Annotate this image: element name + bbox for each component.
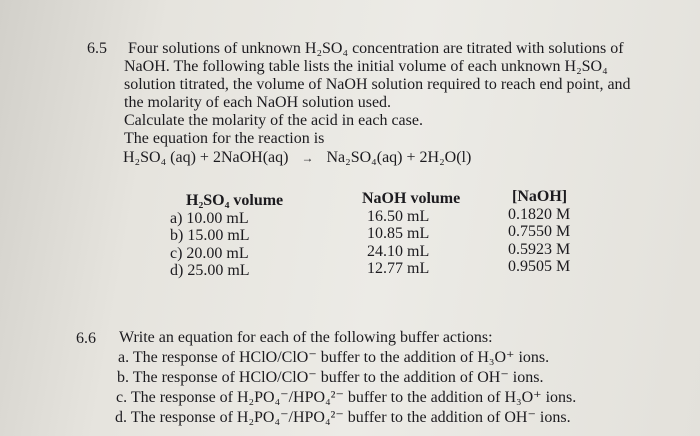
- table-cell: 16.50 mL: [367, 207, 430, 225]
- table-cell: 0.9505 M: [508, 258, 571, 275]
- table-cell: c) 20.00 mL: [170, 244, 249, 262]
- problem-number-6-5: 6.5: [87, 40, 107, 57]
- buffer-item-b: b. The response of HClO/ClO⁻ buffer to the addition of OH⁻ ions.: [117, 369, 544, 386]
- problem-6-5-line-3: solution titrated, the volume of NaOH solution required to reach end point, and: [124, 76, 631, 93]
- equation-reactants: H₂SO₄ (aq) + 2NaOH(aq): [123, 149, 289, 166]
- buffer-item-d: d. The response of H₂PO₄⁻/HPO₄²⁻ buffer to the addition of OH⁻ ions.: [115, 409, 571, 426]
- buffer-item-c: c. The response of H₂PO₄⁻/HPO₄²⁻ buffer to the addition of H₃O⁺ ions.: [116, 389, 577, 406]
- table-cell: 0.1820 M: [508, 205, 571, 223]
- table-cell: 0.5923 M: [508, 240, 571, 258]
- problem-6-5-line-1: Four solutions of unknown H₂SO₄ concentration are titrated with solutions of: [128, 40, 624, 57]
- reaction-equation: [123, 149, 471, 167]
- table-cell: 12.77 mL: [367, 260, 430, 277]
- table-cell: b) 15.00 mL: [170, 227, 250, 244]
- buffer-item-a: a. The response of HClO/ClO⁻ buffer to the addition of H₃O⁺ ions.: [118, 349, 550, 366]
- problem-6-5-line-4: the molarity of each NaOH solution used.: [124, 94, 392, 111]
- table-column-naoh-molarity: [508, 188, 570, 276]
- table-cell: 10.85 mL: [367, 225, 430, 242]
- table-header-naoh-volume: NaOH volume: [362, 190, 461, 207]
- table-cell: d) 25.00 mL: [170, 262, 250, 279]
- reaction-arrow-icon: →: [301, 151, 314, 165]
- problem-6-5-line-2: NaOH. The following table lists the initial volume of each unknown H₂SO₄: [124, 58, 608, 75]
- table-column-naoh: [362, 190, 460, 278]
- table-header-h2so4-volume: H₂SO₄ volume: [186, 192, 284, 209]
- equation-products: Na₂SO₄(aq) + 2H₂O(l): [326, 149, 472, 166]
- table-cell: 0.7550 M: [508, 223, 571, 240]
- problem-6-5-line-5: Calculate the molarity of the acid in each case.: [124, 112, 423, 129]
- table-cell: a) 10.00 mL: [170, 209, 249, 227]
- problem-number-6-6: 6.6: [76, 330, 96, 347]
- table-header-naoh-molarity: [NaOH]: [512, 188, 568, 205]
- table-cell: 24.10 mL: [367, 242, 430, 260]
- table-column-h2so4: [170, 192, 283, 280]
- problem-6-5-line-6: The equation for the reaction is: [124, 130, 325, 147]
- problem-6-6-intro: Write an equation for each of the following buffer actions:: [119, 329, 493, 346]
